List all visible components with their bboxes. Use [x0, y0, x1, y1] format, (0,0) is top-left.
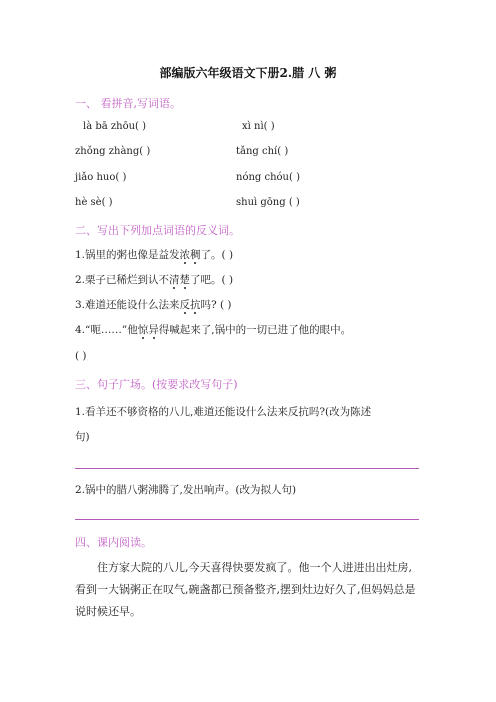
pinyin-item-3: zhǒng zhàng( ) — [75, 146, 151, 157]
pinyin-item-2: xì nì( ) — [242, 121, 275, 132]
pinyin-item-5: jiǎo huo( ) — [75, 172, 127, 183]
section4-heading: 四、课内阅读。 — [75, 536, 152, 549]
reading-passage: 住方家大院的八儿,今天喜得快要发疯了。他一个人进进出出灶房,看到一大锅粥正在叹气,碗盏都已预备整齐,摆到灶边好久了,但妈妈总是说时候还早。 — [75, 561, 416, 618]
pinyin-item-6: nóng chóu( ) — [236, 172, 300, 183]
section1-heading: 一、 看拼音,写词语。 — [75, 97, 181, 110]
rewrite-question-2: 2.锅中的腊八粥沸腾了,发出响声。(改为拟人句) — [75, 484, 297, 496]
pinyin-item-4: tǎng chí( ) — [236, 146, 289, 157]
section3-heading: 三、句子广场。(按要求改写句子) — [75, 378, 238, 391]
pinyin-item-1: là bā zhōu( ) — [83, 121, 147, 132]
rewrite-question-1-line1: 1.看羊还不够资格的八儿,难道还能设什么法来反抗吗?(改为陈述 — [75, 406, 372, 418]
page-title: 部编版六年级语文下册2.腊 八 粥 — [159, 66, 337, 80]
answer-line-2 — [75, 519, 419, 520]
pinyin-item-8: shuì gōng ( ) — [236, 197, 300, 208]
pinyin-item-7: hè sè( ) — [75, 197, 113, 208]
section2-heading: 二、写出下列加点词语的反义词。 — [75, 224, 240, 237]
answer-line-1 — [75, 468, 419, 469]
antonym-question-4: 4.“呃……”他惊异得喊起来了,锅中的一切已进了他的眼中。 — [75, 324, 352, 336]
antonym-answer-4: ( ) — [75, 350, 87, 362]
rewrite-question-1-line2: 句) — [75, 431, 90, 443]
antonym-question-1: 1.锅里的粥也像是益发浓稠了。( ) — [75, 249, 234, 261]
antonym-question-3: 3.难道还能设什么法来反抗吗? ( ) — [75, 299, 232, 311]
antonym-question-2: 2.栗子已稀烂到认不清楚了吧。( ) — [75, 274, 234, 286]
